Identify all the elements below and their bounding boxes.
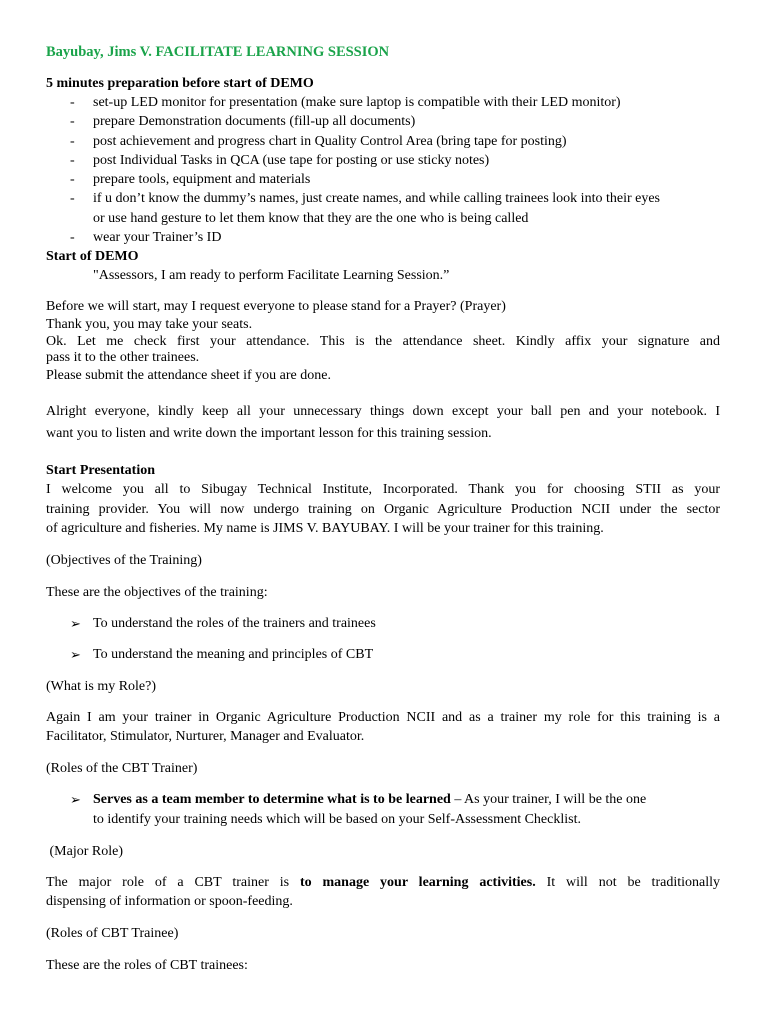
welcome-line-3: of agriculture and fisheries. My name is JIMS V. BAYUBAY. I will be your trainer for this training. xyxy=(46,521,604,536)
objectives-intro: These are the objectives of the training: xyxy=(46,585,268,600)
objective-item: To understand the meaning and principles of CBT xyxy=(93,647,374,662)
welcome-line-2: training provider. You will now undergo training on Organic Agriculture Production NCII under the sector xyxy=(46,502,720,517)
objectives-cue: (Objectives of the Training) xyxy=(46,553,202,568)
bullet-dash: - xyxy=(70,191,75,206)
welcome-line-1: I welcome you all to Sibugay Technical Institute, Incorporated. Thank you for choosing STII as your xyxy=(46,482,720,497)
bullet-dash: - xyxy=(70,95,75,110)
prep-item: if u don’t know the dummy’s names, just create names, and while calling trainees look into their eyes xyxy=(93,191,660,206)
prep-item: prepare tools, equipment and materials xyxy=(93,172,311,187)
bullet-dash: - xyxy=(70,134,75,149)
start-demo-quote: "Assessors, I am ready to perform Facilitate Learning Session.” xyxy=(93,268,450,283)
paragraph-attendance-line-2: pass it to the other trainees. xyxy=(46,350,200,365)
bullet-dash: - xyxy=(70,153,75,168)
prep-heading: 5 minutes preparation before start of DEMO xyxy=(46,76,314,91)
start-demo-heading: Start of DEMO xyxy=(46,249,139,264)
paragraph-alright xyxy=(46,403,720,421)
welcome-line xyxy=(46,501,720,519)
welcome-line xyxy=(46,481,720,499)
major-role-cue: (Major Role) xyxy=(46,844,123,859)
arrow-bullet-icon: ➢ xyxy=(70,647,81,662)
bullet-dash: - xyxy=(70,114,75,129)
role-line-2: Facilitator, Stimulator, Nurturer, Manager and Evaluator. xyxy=(46,729,365,744)
major-role-line xyxy=(46,874,720,892)
paragraph-alright-line-1: Alright everyone, kindly keep all your unnecessary things down except your ball pen and your notebook. I xyxy=(46,404,720,419)
trainee-roles-intro: These are the roles of CBT trainees: xyxy=(46,958,248,973)
paragraph-submit: Please submit the attendance sheet if you are done. xyxy=(46,368,331,383)
role-cue: (What is my Role?) xyxy=(46,679,157,694)
major-role-pre: The major role of a CBT trainer is xyxy=(46,875,300,890)
trainer-role-rest: – As your trainer, I will be the one xyxy=(450,792,647,807)
objective-item: To understand the roles of the trainers and trainees xyxy=(93,616,376,631)
arrow-bullet-icon: ➢ xyxy=(70,616,81,631)
trainer-role-item xyxy=(93,791,646,809)
roles-trainer-cue: (Roles of the CBT Trainer) xyxy=(46,761,198,776)
role-line xyxy=(46,709,720,727)
prep-item: set-up LED monitor for presentation (make sure laptop is compatible with their LED monitor) xyxy=(93,95,621,110)
trainee-roles-cue: (Roles of CBT Trainee) xyxy=(46,926,179,941)
bullet-dash: - xyxy=(70,172,75,187)
prep-item: post Individual Tasks in QCA (use tape for posting or use sticky notes) xyxy=(93,153,490,168)
role-line-1: Again I am your trainer in Organic Agriculture Production NCII and as a trainer my role for this training is a xyxy=(46,710,720,725)
arrow-bullet-icon: ➢ xyxy=(70,792,81,807)
major-role-post: It will not be traditionally xyxy=(535,875,720,890)
paragraph-seats: Thank you, you may take your seats. xyxy=(46,317,253,332)
major-role-bold: to manage your learning activities. xyxy=(299,875,536,890)
paragraph-attendance-line-1: Ok. Let me check first your attendance. This is the attendance sheet. Kindly affix your signature and xyxy=(46,334,720,349)
prep-item-continued: or use hand gesture to let them know that they are the one who is being called xyxy=(93,211,529,226)
prep-item: wear your Trainer’s ID xyxy=(93,230,222,245)
trainer-role-bold: Serves as a team member to determine what is to be learned xyxy=(93,792,451,807)
major-role-line-2: dispensing of information or spoon-feeding. xyxy=(46,894,293,909)
bullet-dash: - xyxy=(70,230,75,245)
document-title: Bayubay, Jims V. FACILITATE LEARNING SESSION xyxy=(46,44,390,60)
prep-item: prepare Demonstration documents (fill-up all documents) xyxy=(93,114,416,129)
trainer-role-line-2: to identify your training needs which will be based on your Self-Assessment Checklist. xyxy=(93,812,581,827)
prep-item: post achievement and progress chart in Quality Control Area (bring tape for posting) xyxy=(93,134,567,149)
start-presentation-heading: Start Presentation xyxy=(46,463,155,478)
paragraph-alright-line-2: want you to listen and write down the important lesson for this training session. xyxy=(46,426,492,441)
paragraph-prayer: Before we will start, may I request everyone to please stand for a Prayer? (Prayer) xyxy=(46,299,506,314)
